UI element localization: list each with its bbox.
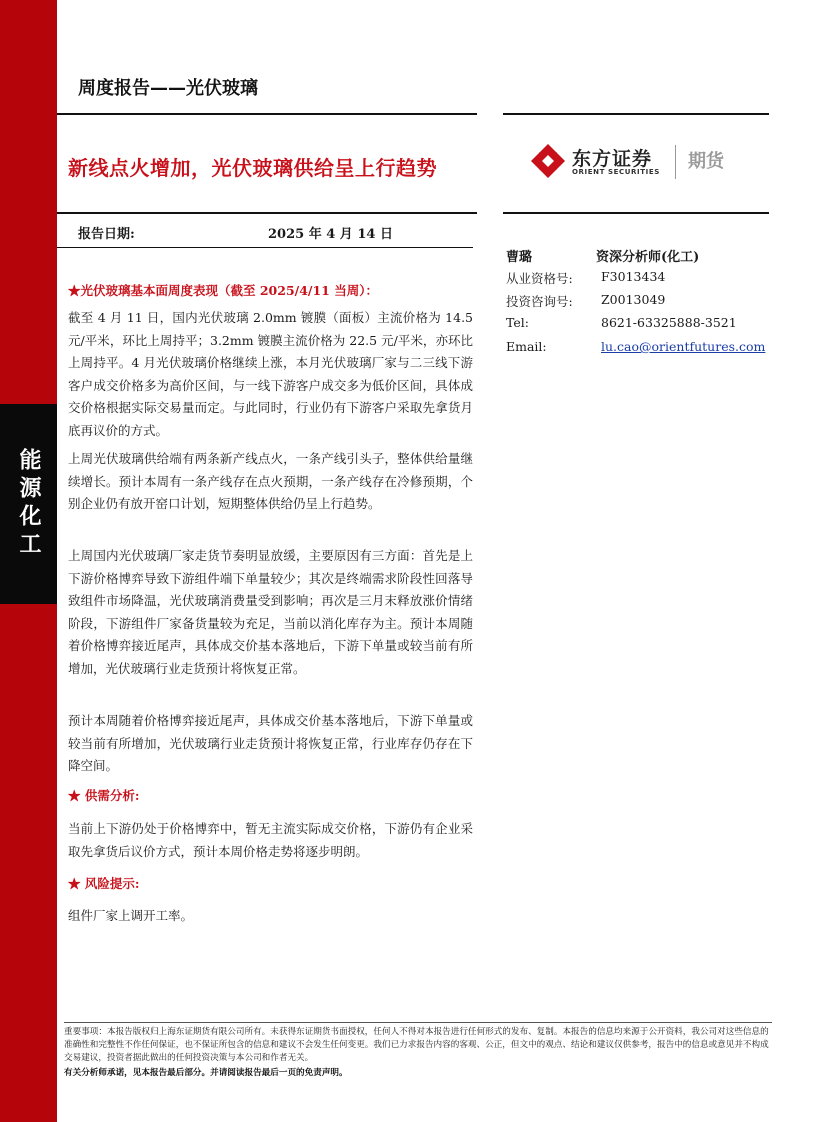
paragraph-supply: 上周光伏玻璃供给端有两条新产线点火，一条产线引头子，整体供给量继续增长。预计本周有一条产线存在点火预期，一条产线存在冷修预期，个别企业仍有放开窑口计划，短期整体供给仍呈上行趋势。	[68, 451, 473, 511]
logo-separator	[675, 145, 676, 179]
report-date-value: 2025 年 4 月 14 日	[268, 227, 393, 242]
paragraph-risk: 组件厂家上调开工率。	[68, 908, 194, 923]
analyst-info-label: Email:	[506, 339, 547, 354]
footer-rule	[64, 1022, 772, 1023]
analyst-title: 资深分析师(化工)	[596, 250, 700, 265]
section-supply-demand-title: ★ 供需分析:	[68, 788, 140, 803]
section-fundamentals-title: ★光伏玻璃基本面周度表现（截至 2025/4/11 当周）：	[68, 283, 378, 298]
paragraph-shipments: 上周国内光伏玻璃厂家走货节奏明显放缓，主要原因有三方面：首先是上下游价格博弈导致下游组件端下单量较少；其次是终端需求阶段性回落导致组件市场降温，光伏玻璃消费量受到影响；再次是三月末释放涨价情绪阶段，下游组件厂家备货量较为充足，当前以消化库存为主。预计本周随着价格博弈接近尾声，具体成交价基本落地后，下游下单量或较当前有所增加，光伏玻璃行业走货预计将恢复正常。	[68, 548, 473, 676]
footer-disclaimer: 重要事项：本报告版权归上海东证期货有限公司所有。未获得东证期货书面授权，任何人不得对本报告进行任何形式的发布、复制。本报告的信息均来源于公开资料，我公司对这些信息的准确性和完整性不作任何保证，也不保证所包含的信息和建议不会发生任何变更。我们已力求报告内容的客观、公正，但文中的观点、结论和建议仅供参考，报告中的信息或意见并不构成交易建议，投资者据此做出的任何投资决策与本公司和作者无关。	[64, 1027, 769, 1063]
sidebar-category-label: 能源化工	[0, 404, 57, 604]
analyst-info-label: 从业资格号:	[506, 271, 573, 286]
analyst-telephone: 8621-63325888-3521	[601, 315, 737, 330]
analyst-email-link[interactable]: lu.cao@orientfutures.com	[601, 339, 766, 354]
paragraph-inventory: 预计本周随着价格博弈接近尾声，具体成交价基本落地后，下游下单量或较当前有所增加，光伏玻璃行业走货预计将恢复正常，行业库存仍存在下降空间。	[68, 713, 473, 773]
logo-english-name: ORIENT SECURITIES	[572, 168, 660, 176]
logo-company-name: 东方证券	[572, 148, 653, 170]
diamond-cluster-logo-icon	[530, 143, 566, 179]
report-headline: 新线点火增加，光伏玻璃供给呈上行趋势	[68, 156, 437, 180]
analyst-info-label: Tel:	[506, 315, 529, 330]
section-risk-title: ★ 风险提示:	[68, 876, 140, 891]
report-type-title: 周度报告——光伏玻璃	[78, 78, 258, 99]
company-logo	[530, 143, 740, 183]
date-rule-top	[57, 212, 477, 214]
report-date-label: 报告日期:	[78, 227, 135, 242]
header-rule-right	[503, 113, 769, 115]
header-rule-left	[57, 113, 477, 115]
date-rule-bottom	[57, 247, 473, 248]
analyst-consulting-number: Z0013049	[601, 292, 666, 307]
paragraph-supply-demand: 当前上下游仍处于价格博弈中，暂无主流实际成交价格，下游仍有企业采取先拿货后议价方式，预计本周价格走势将逐步明朗。	[68, 821, 473, 859]
logo-sub-brand: 期货	[688, 151, 724, 172]
analyst-qualification-number: F3013434	[601, 269, 666, 284]
analyst-name: 曹璐	[506, 250, 533, 265]
paragraph-prices: 截至 4 月 11 日，国内光伏玻璃 2.0mm 镀膜（面板）主流价格为 14.5 元/平米，环比上周持平；3.2mm 镀膜主流价格为 22.5 元/平米，亦环比上周持平。4 月光伏玻璃价格继续上涨，本月光伏玻璃厂家与二三线下游客户成交价格多为高价区间，与一线下游客户成交多为低价区间，具体成交价格根据实际交易量而定。与此同时，行业仍有下游客户采取先拿货月底再议价的方式。	[68, 310, 473, 438]
footer-analyst-note: 有关分析师承诺，见本报告最后部分。并请阅读报告最后一页的免责声明。	[64, 1068, 348, 1078]
analyst-info-label: 投资咨询号:	[506, 294, 573, 309]
info-rule-top	[503, 212, 769, 214]
